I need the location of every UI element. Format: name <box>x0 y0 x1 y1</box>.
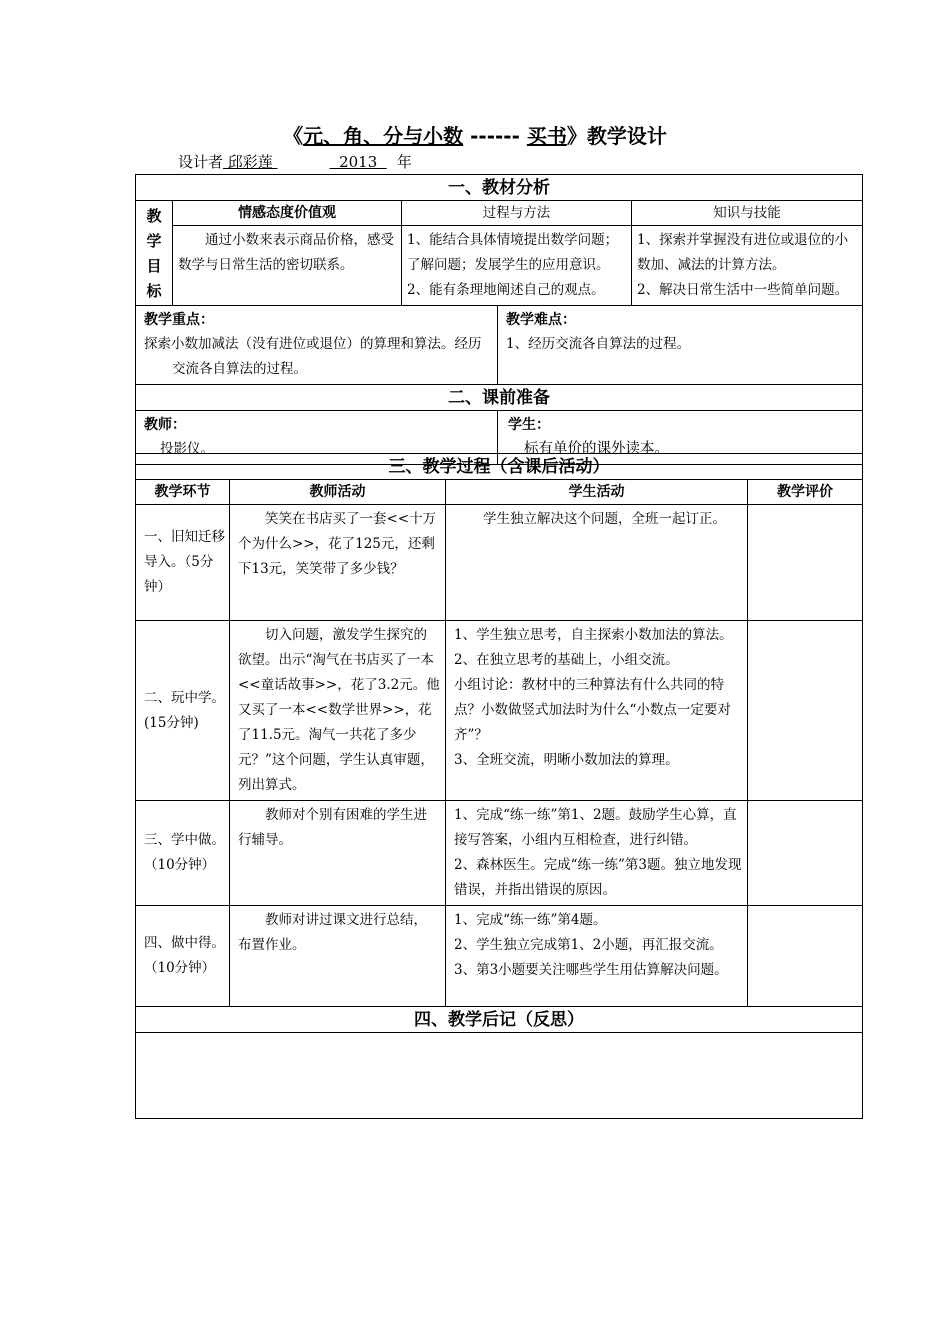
knowledge-cell <box>632 226 863 306</box>
student-prep-label: 学生： <box>508 417 550 433</box>
analysis-table <box>135 174 863 465</box>
designer-label: 设计者 <box>178 153 224 171</box>
student-activity-item: 3、全班交流，明晰小数加法的算理。 <box>454 752 679 768</box>
teacher-activity: 教师对个别有困难的学生进行辅导。 <box>230 801 446 906</box>
col-student: 学生活动 <box>446 480 748 505</box>
student-activity-item: 学生独立解决这个问题，全班一起订正。 <box>483 511 726 527</box>
eval-cell <box>748 906 863 1007</box>
student-activity-item: 2、在独立思考的基础上，小组交流。 <box>454 652 679 668</box>
student-activity-item: 2、森林医生。完成“练一练”第3题。独立地发现错误，并指出错误的原因。 <box>454 857 742 898</box>
attitude-text: 通过小数来表示商品价格，感受数学与日常生活的密切联系。 <box>173 226 402 306</box>
col-eval: 教学评价 <box>748 480 863 505</box>
eval-cell <box>748 621 863 801</box>
eval-cell <box>748 801 863 906</box>
table-row <box>136 505 863 621</box>
col-teacher: 教师活动 <box>230 480 446 505</box>
page-title <box>0 120 950 149</box>
title-part1: 元、角、分与小数 <box>303 124 464 148</box>
title-part2: 买书 <box>526 124 567 148</box>
stage-cell: 一、旧知迁移导入。（5分钟） <box>136 505 230 621</box>
col-knowledge: 知识与技能 <box>632 201 863 226</box>
key-label: 教学重点： <box>144 312 214 328</box>
section4-heading: 四、教学后记（反思） <box>136 1007 863 1033</box>
table-row <box>136 801 863 906</box>
student-prep-text: 标有单价的课外读本。 <box>524 441 669 457</box>
reflection-area <box>136 1033 863 1119</box>
section2-heading: 二、课前准备 <box>136 385 863 411</box>
title-sep: ------ <box>463 124 527 148</box>
student-activity-item: 小组讨论：教材中的三种算法有什么共同的特点？小数做竖式加法时为什么“小数点一定要对齐”？ <box>454 677 731 743</box>
table-row <box>136 621 863 801</box>
col-attitude: 情感态度价值观 <box>173 201 402 226</box>
student-activity-item: 1、完成“练一练”第1、2题。鼓励学生心算，直接写答案，小组内互相检查，进行纠错。 <box>454 807 737 848</box>
table-row <box>136 906 863 1007</box>
knowledge-item: 2、解决日常生活中一些简单问题。 <box>637 282 849 298</box>
difficulty-text: 1、经历交流各自算法的过程。 <box>506 336 691 352</box>
student-activity <box>446 621 748 801</box>
key-points-cell <box>136 306 498 385</box>
section3-heading: 三、教学过程（含课后活动） <box>136 454 863 480</box>
process-item: 2、能有条理地阐述自己的观点。 <box>407 282 605 298</box>
process-cell <box>402 226 632 306</box>
stage-cell: 三、学中做。（10分钟） <box>136 801 230 906</box>
teacher-prep-label: 教师： <box>144 417 186 433</box>
student-activity-item: 2、学生独立完成第1、2小题，再汇报交流。 <box>454 937 723 953</box>
student-activity <box>446 505 748 621</box>
difficulty-label: 教学难点： <box>506 312 576 328</box>
knowledge-item: 1、探索并掌握没有进位或退位的小数加、减法的计算方法。 <box>637 232 849 273</box>
col-process: 过程与方法 <box>402 201 632 226</box>
key-text: 探索小数加减法（没有进位或退位）的算理和算法。经历交流各自算法的过程。 <box>144 336 482 377</box>
title-suffix: 》教学设计 <box>566 124 667 148</box>
designer-name: 邱彩莲 <box>223 153 278 171</box>
teacher-activity: 笑笑在书店买了一套<<十万个为什么>>，花了125元，还剩下13元，笑笑带了多少钱？ <box>230 505 446 621</box>
designer-year: 2013 <box>329 153 387 171</box>
goals-label: 教 学 目 标 <box>136 201 173 306</box>
designer-year-suffix: 年 <box>396 153 412 171</box>
student-activity <box>446 801 748 906</box>
student-activity-item: 1、完成“练一练”第4题。 <box>454 912 607 928</box>
student-activity-item: 1、学生独立思考，自主探索小数加法的算法。 <box>454 627 733 643</box>
teacher-prep-text: 投影仪。 <box>160 441 214 457</box>
process-table <box>135 453 863 1119</box>
difficulty-cell <box>498 306 863 385</box>
student-activity <box>446 906 748 1007</box>
stage-cell: 四、做中得。（10分钟） <box>136 906 230 1007</box>
student-activity-item: 3、第3小题要关注哪些学生用估算解决问题。 <box>454 962 728 978</box>
designer-line <box>178 151 412 172</box>
teacher-activity: 切入问题，激发学生探究的欲望。出示“淘气在书店买了一本<<童话故事>>，花了3.2元。他又买了一本<<数学世界>>，花了11.5元。淘气一共花了多少元？”这个问题，学生认真审题，列出算式。 <box>230 621 446 801</box>
stage-cell: 二、玩中学。(15分钟) <box>136 621 230 801</box>
process-item: 1、能结合具体情境提出数学问题；了解问题；发展学生的应用意识。 <box>407 232 619 273</box>
teacher-activity: 教师对讲过课文进行总结，布置作业。 <box>230 906 446 1007</box>
eval-cell <box>748 505 863 621</box>
section1-heading: 一、教材分析 <box>136 175 863 201</box>
col-stage: 教学环节 <box>136 480 230 505</box>
title-prefix: 《 <box>283 124 304 148</box>
